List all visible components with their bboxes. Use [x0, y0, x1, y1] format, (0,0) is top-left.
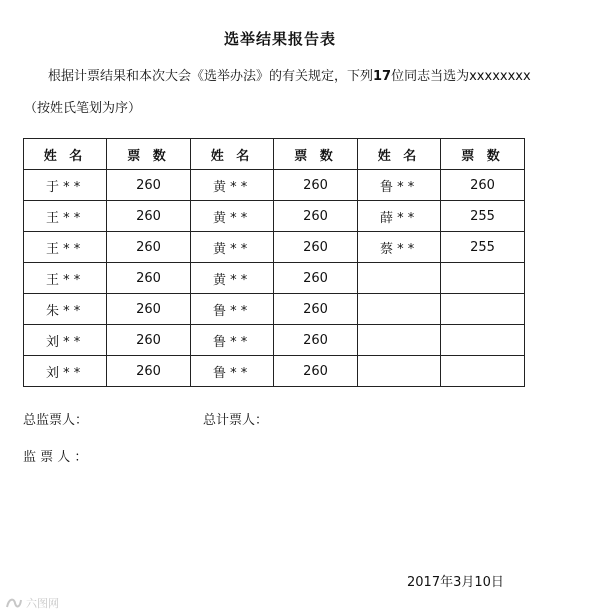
table-row [24, 294, 525, 325]
supervisor-label: 监 票 人 ： [23, 450, 88, 465]
vote-count: 260 [441, 170, 525, 201]
candidate-name: 鲁 * * [191, 294, 274, 325]
vote-count: 260 [107, 232, 191, 263]
vote-count [441, 325, 525, 356]
vote-count: 260 [107, 325, 191, 356]
vote-count: 260 [274, 263, 358, 294]
vote-count: 260 [107, 356, 191, 387]
order-note: （按姓氏笔划为序） [24, 101, 142, 116]
table-row [24, 356, 525, 387]
chief-supervisor-label: 总监票人： [23, 413, 89, 428]
header-name: 姓 名 [24, 139, 107, 170]
vote-count: 260 [274, 170, 358, 201]
vote-count [441, 263, 525, 294]
vote-count: 260 [274, 356, 358, 387]
candidate-name: 朱 * * [24, 294, 107, 325]
vote-count: 260 [274, 232, 358, 263]
table-row [24, 325, 525, 356]
vote-count: 260 [274, 294, 358, 325]
table-row [24, 263, 525, 294]
table-header-row [24, 139, 525, 170]
candidate-name: 黄 * * [191, 232, 274, 263]
vote-count: 260 [274, 201, 358, 232]
candidate-name: 薛 * * [358, 201, 441, 232]
intro-paragraph [48, 65, 531, 84]
watermark [5, 595, 59, 611]
chief-counter-label: 总计票人： [203, 413, 269, 428]
header-votes: 票 数 [274, 139, 358, 170]
candidate-name [358, 325, 441, 356]
table-row [24, 170, 525, 201]
candidate-name: 黄 * * [191, 263, 274, 294]
candidate-name: 鲁 * * [358, 170, 441, 201]
vote-count: 260 [274, 325, 358, 356]
table-row [24, 232, 525, 263]
vote-count: 260 [107, 170, 191, 201]
document-title: 选举结果报告表 [223, 30, 336, 48]
candidate-name: 于 * * [24, 170, 107, 201]
report-date: 2017年3月10日 [407, 575, 504, 590]
vote-count: 260 [107, 294, 191, 325]
watermark-text: 六图网 [26, 597, 59, 610]
watermark-logo-icon [5, 596, 23, 610]
vote-count [441, 294, 525, 325]
candidate-name [358, 294, 441, 325]
header-votes: 票 数 [107, 139, 191, 170]
candidate-name: 鲁 * * [191, 325, 274, 356]
candidate-name [358, 263, 441, 294]
candidate-name: 刘 * * [24, 356, 107, 387]
candidate-name: 王 * * [24, 232, 107, 263]
intro-text-after: 位同志当选为xxxxxxxx [391, 69, 531, 84]
vote-count [441, 356, 525, 387]
intro-text-before: 根据计票结果和本次大会《选举办法》的有关规定，下列 [48, 69, 374, 84]
header-name: 姓 名 [191, 139, 274, 170]
candidate-name: 刘 * * [24, 325, 107, 356]
election-result-table [23, 138, 525, 387]
candidate-name: 王 * * [24, 201, 107, 232]
candidate-name: 蔡 * * [358, 232, 441, 263]
elected-count: 17 [373, 69, 392, 84]
table-row [24, 201, 525, 232]
vote-count: 260 [107, 201, 191, 232]
vote-count: 260 [107, 263, 191, 294]
candidate-name: 黄 * * [191, 170, 274, 201]
candidate-name: 鲁 * * [191, 356, 274, 387]
header-votes: 票 数 [441, 139, 525, 170]
candidate-name [358, 356, 441, 387]
candidate-name: 黄 * * [191, 201, 274, 232]
candidate-name: 王 * * [24, 263, 107, 294]
vote-count: 255 [441, 232, 525, 263]
header-name: 姓 名 [358, 139, 441, 170]
vote-count: 255 [441, 201, 525, 232]
